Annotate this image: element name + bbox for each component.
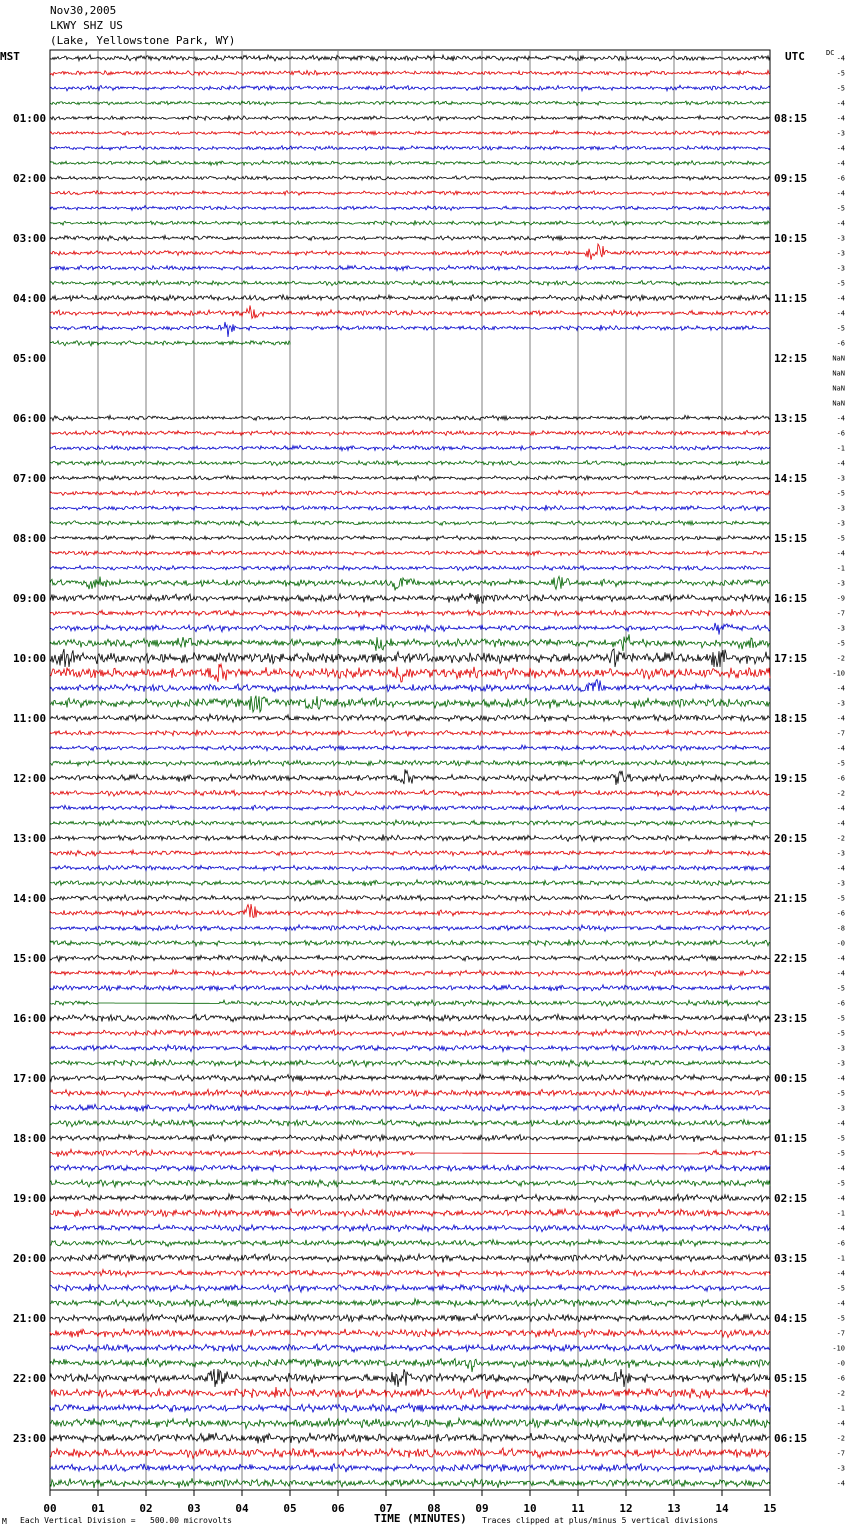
trace-offset-label: -5 (836, 69, 845, 78)
trace-offset-label: -3 (836, 1059, 845, 1068)
x-tick-label: 09 (475, 1502, 489, 1515)
trace-line (50, 634, 770, 651)
utc-hour-label: 12:15 (774, 352, 808, 365)
trace-line (50, 1369, 770, 1387)
trace-line (50, 161, 770, 166)
trace-line (50, 649, 770, 667)
trace-offset-label: -3 (836, 1464, 845, 1473)
utc-hour-label: 09:15 (774, 172, 808, 185)
trace-offset-label: -9 (836, 594, 845, 603)
trace-offset-label: -4 (836, 144, 845, 153)
trace-line (50, 679, 770, 692)
utc-hour-label: 03:15 (774, 1252, 808, 1265)
trace-line (50, 1464, 770, 1472)
trace-line (50, 1104, 770, 1112)
trace-line (50, 1014, 770, 1022)
dc-label: DC (826, 49, 835, 57)
mst-hour-label: 22:00 (13, 1372, 47, 1385)
trace-line (50, 430, 770, 435)
trace-line (50, 1074, 770, 1081)
trace-offset-label: -3 (836, 264, 845, 273)
trace-line (50, 760, 770, 766)
trace-line (50, 1045, 770, 1052)
mst-hour-label: 10:00 (13, 652, 47, 665)
trace-line (50, 1314, 770, 1323)
trace-offset-label: -3 (836, 624, 845, 633)
mst-hour-label: 18:00 (13, 1132, 47, 1145)
x-tick-label: 14 (715, 1502, 729, 1515)
utc-hour-label: 00:15 (774, 1072, 808, 1085)
trace-line (50, 85, 770, 91)
trace-offset-label: -4 (836, 459, 845, 468)
mst-hour-label: 16:00 (13, 1012, 47, 1025)
trace-line (50, 805, 770, 811)
x-tick-label: 05 (283, 1502, 297, 1515)
trace-line (50, 1254, 770, 1263)
trace-line (50, 341, 290, 346)
utc-hour-label: 20:15 (774, 832, 808, 845)
trace-offset-label: -1 (836, 1209, 845, 1218)
trace-line (50, 904, 770, 917)
mst-hour-label: 11:00 (13, 712, 47, 725)
trace-line (50, 1000, 770, 1006)
trace-offset-label: -10 (832, 1344, 845, 1353)
footer-mark: M (2, 1517, 7, 1526)
trace-offset-label: -4 (836, 864, 845, 873)
trace-line (50, 970, 770, 977)
trace-offset-label: -5 (836, 1029, 845, 1038)
trace-line (50, 55, 770, 61)
utc-hour-label: 18:15 (774, 712, 808, 725)
trace-offset-label: -4 (836, 684, 845, 693)
station-label: LKWY SHZ US (50, 19, 123, 32)
trace-line (50, 1059, 770, 1067)
utc-hour-label: 05:15 (774, 1372, 808, 1385)
utc-hour-label: 04:15 (774, 1312, 808, 1325)
trace-offset-label: -6 (836, 339, 845, 348)
trace-line (50, 745, 770, 751)
mst-hour-label: 09:00 (13, 592, 47, 605)
mst-hour-label: 14:00 (13, 892, 47, 905)
trace-offset-label: -7 (836, 1449, 845, 1458)
x-tick-label: 12 (619, 1502, 633, 1515)
scale-note: Each Vertical Division = 500.00 microvolts (20, 1516, 232, 1525)
x-tick-label: 07 (379, 1502, 393, 1515)
trace-line (50, 1344, 770, 1352)
trace-offset-label: -3 (836, 249, 845, 258)
trace-line (50, 70, 770, 75)
x-tick-label: 04 (235, 1502, 249, 1515)
trace-offset-label: NaN (832, 369, 845, 378)
trace-line (50, 1358, 770, 1372)
mst-hour-label: 08:00 (13, 532, 47, 545)
trace-offset-label: -5 (836, 1284, 845, 1293)
trace-line (50, 235, 770, 240)
trace-offset-label: -3 (836, 1104, 845, 1113)
trace-offset-label: -4 (836, 219, 845, 228)
mst-hour-label: 20:00 (13, 1252, 47, 1265)
trace-offset-label: -6 (836, 429, 845, 438)
x-tick-label: 10 (523, 1502, 537, 1515)
trace-line (50, 955, 770, 962)
trace-offset-label: -4 (836, 744, 845, 753)
trace-offset-label: -6 (836, 774, 845, 783)
trace-line (50, 445, 770, 450)
trace-line (50, 1224, 770, 1231)
trace-line (50, 101, 770, 106)
trace-offset-label: -4 (836, 114, 845, 123)
trace-offset-label: -2 (836, 654, 845, 663)
trace-line (50, 593, 770, 604)
trace-offset-label: -7 (836, 1329, 845, 1338)
trace-offset-label: -6 (836, 1374, 845, 1383)
trace-line (50, 550, 770, 555)
trace-offset-label: -4 (836, 54, 845, 63)
trace-line (50, 1030, 770, 1037)
x-tick-label: 00 (43, 1502, 57, 1515)
trace-line (50, 295, 770, 301)
trace-line (50, 1164, 770, 1172)
trace-line (50, 714, 770, 722)
trace-offset-label: -4 (836, 1419, 845, 1428)
trace-line (50, 985, 770, 991)
mst-hour-label: 13:00 (13, 832, 47, 845)
mst-hour-label: 06:00 (13, 412, 47, 425)
trace-offset-label: -0 (836, 939, 845, 948)
mst-hour-label: 01:00 (13, 112, 47, 125)
x-tick-label: 08 (427, 1502, 441, 1515)
trace-line (50, 865, 770, 871)
trace-line (50, 280, 770, 285)
trace-offset-label: NaN (832, 384, 845, 393)
trace-line (50, 895, 770, 901)
trace-offset-label: -4 (836, 969, 845, 978)
trace-line (50, 664, 770, 682)
trace-offset-label: -2 (836, 1389, 845, 1398)
trace-line (50, 460, 770, 465)
trace-offset-label: -4 (836, 294, 845, 303)
trace-line (50, 880, 770, 886)
trace-line (50, 1448, 770, 1458)
x-tick-label: 06 (331, 1502, 345, 1515)
trace-line (50, 790, 770, 796)
utc-hour-label: 14:15 (774, 472, 808, 485)
trace-offset-label: -5 (836, 639, 845, 648)
trace-line (50, 220, 770, 225)
x-tick-label: 15 (763, 1502, 777, 1515)
trace-line (50, 146, 770, 151)
utc-hour-label: 16:15 (774, 592, 808, 605)
trace-offset-label: -2 (836, 1434, 845, 1443)
trace-line (50, 696, 770, 712)
trace-line (50, 505, 770, 511)
trace-line (50, 730, 770, 737)
trace-line (50, 1418, 770, 1429)
mst-hour-label: 19:00 (13, 1192, 47, 1205)
utc-hour-label: 22:15 (774, 952, 808, 965)
trace-offset-label: -10 (832, 669, 845, 678)
trace-line (50, 1433, 770, 1444)
utc-hour-label: 23:15 (774, 1012, 808, 1025)
x-tick-label: 01 (91, 1502, 105, 1515)
trace-line (50, 206, 770, 211)
trace-line (50, 1284, 770, 1292)
trace-offset-label: -4 (836, 1074, 845, 1083)
trace-offset-label: -3 (836, 699, 845, 708)
trace-line (50, 565, 770, 570)
x-axis-title: TIME (MINUTES) (374, 1512, 467, 1525)
trace-offset-label: -4 (836, 1299, 845, 1308)
trace-offset-label: -8 (836, 924, 845, 933)
trace-offset-label: -5 (836, 1149, 845, 1158)
x-tick-label: 11 (571, 1502, 585, 1515)
trace-offset-label: -1 (836, 444, 845, 453)
trace-offset-label: -7 (836, 729, 845, 738)
mst-hour-label: 04:00 (13, 292, 47, 305)
trace-offset-label: -4 (836, 309, 845, 318)
trace-offset-label: -4 (836, 714, 845, 723)
trace-offset-label: -4 (836, 1479, 845, 1488)
utc-hour-label: 10:15 (774, 232, 808, 245)
trace-line (50, 131, 770, 136)
trace-line (50, 1120, 770, 1127)
trace-offset-label: -6 (836, 909, 845, 918)
trace-offset-label: -4 (836, 189, 845, 198)
trace-offset-label: -4 (836, 1194, 845, 1203)
trace-offset-label: -5 (836, 84, 845, 93)
utc-hour-label: 08:15 (774, 112, 808, 125)
trace-line (50, 176, 770, 181)
trace-offset-label: -1 (836, 564, 845, 573)
trace-offset-label: -5 (836, 984, 845, 993)
trace-offset-label: -4 (836, 549, 845, 558)
trace-offset-label: -4 (836, 414, 845, 423)
trace-line (50, 623, 770, 635)
trace-line (50, 244, 770, 260)
utc-hour-label: 13:15 (774, 412, 808, 425)
date-label: Nov30,2005 (50, 4, 117, 17)
trace-line (50, 1478, 770, 1488)
trace-offset-label: -4 (836, 804, 845, 813)
trace-offset-label: NaN (832, 354, 845, 363)
trace-offset-label: -7 (836, 609, 845, 618)
trace-offset-label: -4 (836, 159, 845, 168)
trace-offset-label: -4 (836, 954, 845, 963)
utc-label: UTC (785, 50, 805, 63)
trace-line (50, 305, 770, 318)
trace-offset-label: -6 (836, 999, 845, 1008)
utc-hour-label: 21:15 (774, 892, 808, 905)
trace-offset-label: -5 (836, 534, 845, 543)
mst-hour-label: 03:00 (13, 232, 47, 245)
trace-offset-label: -5 (836, 489, 845, 498)
trace-line (50, 1329, 770, 1338)
mst-label: MST (0, 50, 20, 63)
trace-offset-label: -6 (836, 174, 845, 183)
trace-offset-label: -4 (836, 1119, 845, 1128)
trace-line (50, 939, 770, 946)
trace-offset-label: -2 (836, 834, 845, 843)
trace-offset-label: -5 (836, 1179, 845, 1188)
trace-line (50, 1403, 770, 1412)
trace-line (50, 576, 770, 590)
trace-offset-label: -4 (836, 1164, 845, 1173)
trace-line (50, 1209, 770, 1218)
trace-offset-label: -5 (836, 1314, 845, 1323)
plot-frame (50, 50, 770, 1490)
mst-hour-label: 07:00 (13, 472, 47, 485)
trace-line (50, 1149, 770, 1157)
trace-offset-label: -3 (836, 519, 845, 528)
trace-offset-label: -3 (836, 129, 845, 138)
trace-line (50, 520, 770, 525)
trace-offset-label: -1 (836, 1404, 845, 1413)
utc-hour-label: 02:15 (774, 1192, 808, 1205)
trace-line (50, 535, 770, 540)
trace-offset-label: -3 (836, 504, 845, 513)
trace-offset-label: -3 (836, 1044, 845, 1053)
trace-offset-label: -4 (836, 99, 845, 108)
trace-offset-label: -5 (836, 1134, 845, 1143)
trace-offset-label: -4 (836, 1269, 845, 1278)
mst-hour-label: 12:00 (13, 772, 47, 785)
mst-hour-label: 23:00 (13, 1432, 47, 1445)
trace-line (50, 1194, 770, 1202)
utc-hour-label: 15:15 (774, 532, 808, 545)
trace-line (50, 1299, 770, 1307)
trace-offset-label: NaN (832, 399, 845, 408)
trace-line (50, 115, 770, 120)
trace-offset-label: -3 (836, 234, 845, 243)
mst-hour-label: 05:00 (13, 352, 47, 365)
trace-line (50, 1089, 770, 1096)
trace-line (50, 490, 770, 496)
trace-line (50, 769, 770, 785)
utc-hour-label: 01:15 (774, 1132, 808, 1145)
trace-line (50, 476, 770, 481)
trace-line (50, 850, 770, 856)
utc-hour-label: 06:15 (774, 1432, 808, 1445)
location-label: (Lake, Yellowstone Park, WY) (50, 34, 236, 47)
trace-offset-label: -3 (836, 579, 845, 588)
trace-offset-label: -5 (836, 759, 845, 768)
trace-line (50, 820, 770, 827)
trace-offset-label: -5 (836, 1014, 845, 1023)
utc-hour-label: 19:15 (774, 772, 808, 785)
trace-line (50, 265, 770, 270)
trace-offset-label: -5 (836, 279, 845, 288)
trace-offset-label: -6 (836, 1239, 845, 1248)
trace-line (50, 834, 770, 841)
trace-offset-label: -5 (836, 894, 845, 903)
trace-line (50, 1387, 770, 1399)
trace-line (50, 322, 770, 337)
clip-note: Traces clipped at plus/minus 5 vertical divisions (482, 1516, 719, 1525)
trace-offset-label: -1 (836, 1254, 845, 1263)
mst-hour-label: 15:00 (13, 952, 47, 965)
mst-hour-label: 21:00 (13, 1312, 47, 1325)
mst-hour-label: 17:00 (13, 1072, 47, 1085)
trace-offset-label: -5 (836, 1089, 845, 1098)
x-tick-label: 13 (667, 1502, 681, 1515)
trace-line (50, 191, 770, 196)
trace-offset-label: -5 (836, 324, 845, 333)
trace-offset-label: -3 (836, 849, 845, 858)
trace-line (50, 1240, 770, 1247)
trace-line (50, 1135, 770, 1142)
trace-offset-label: -4 (836, 819, 845, 828)
utc-hour-label: 17:15 (774, 652, 808, 665)
x-tick-label: 02 (139, 1502, 153, 1515)
trace-offset-label: -5 (836, 204, 845, 213)
trace-offset-label: -0 (836, 1359, 845, 1368)
x-tick-label: 03 (187, 1502, 201, 1515)
trace-offset-label: -3 (836, 879, 845, 888)
trace-offset-label: -4 (836, 1224, 845, 1233)
utc-hour-label: 11:15 (774, 292, 808, 305)
trace-line (50, 925, 770, 932)
trace-offset-label: -3 (836, 474, 845, 483)
mst-hour-label: 02:00 (13, 172, 47, 185)
trace-line (50, 415, 770, 420)
trace-line (50, 609, 770, 616)
trace-line (50, 1270, 770, 1277)
trace-offset-label: -2 (836, 789, 845, 798)
trace-line (50, 1179, 770, 1187)
